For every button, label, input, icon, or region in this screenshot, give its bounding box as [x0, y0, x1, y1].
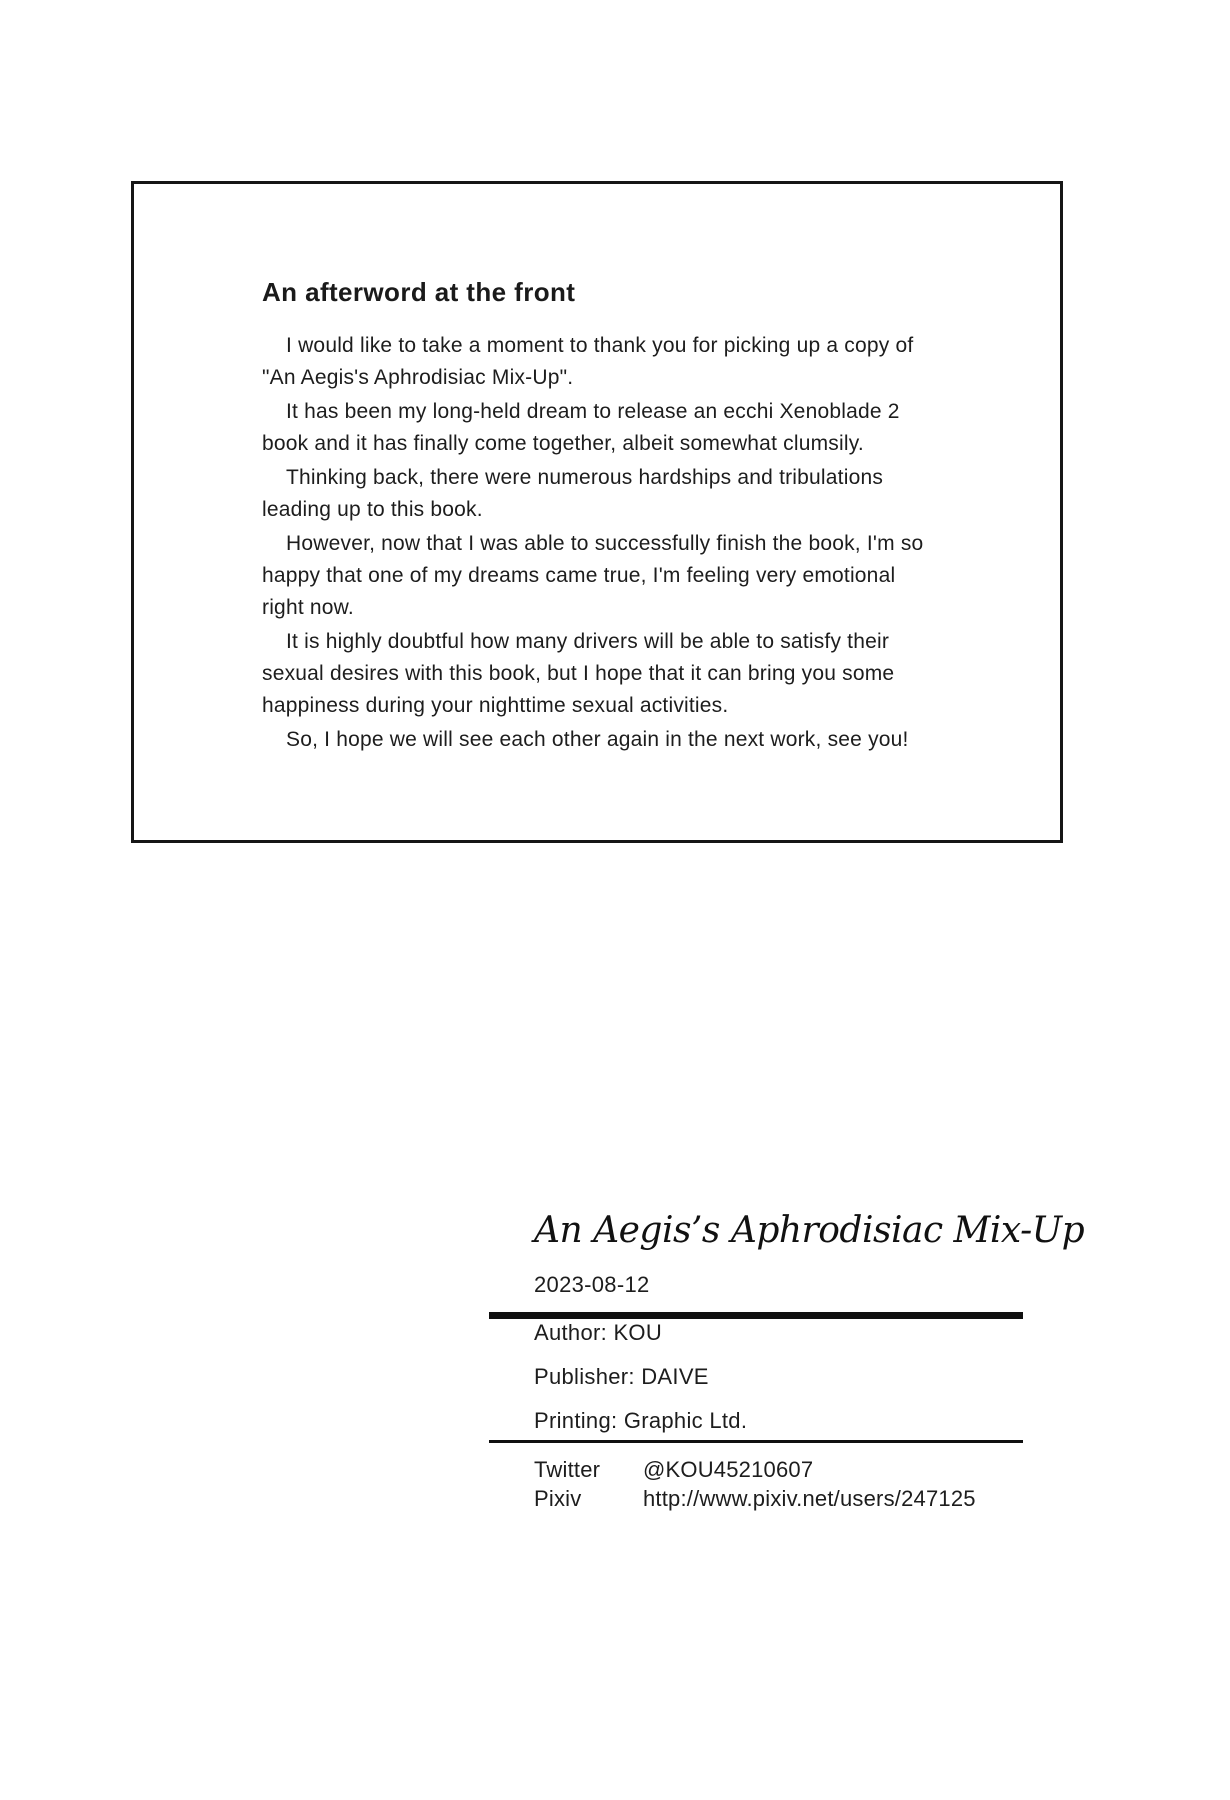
afterword-paragraph: It is highly doubtful how many drivers will be able to satisfy their sexual desires with this book, but I hope that it can bring you some happiness during your nighttime sexual activities. [262, 630, 895, 717]
link-row [534, 1455, 1023, 1484]
credit-line: Publisher: DAIVE [534, 1364, 709, 1389]
afterword-paragraph: Thinking back, there were numerous hardships and tribulations leading up to this book. [262, 466, 884, 521]
colophon-credits [534, 1319, 1023, 1435]
link-label: Pixiv [534, 1486, 582, 1511]
colophon-date: 2023-08-12 [534, 1272, 650, 1297]
divider-thin [489, 1440, 1023, 1443]
afterword-heading: An afterword at the front [262, 277, 576, 307]
link-row [534, 1484, 1023, 1513]
credit-line: Author: KOU [534, 1320, 663, 1345]
afterword-paragraph: It has been my long-held dream to release an ecchi Xenoblade 2 book and it has finally come together, albeit somewhat clumsily. [262, 400, 900, 455]
colophon-title: An Aegis’s Aphrodisiac Mix-Up [534, 1210, 1085, 1251]
link-value: @KOU45210607 [643, 1457, 814, 1482]
afterword-paragraph: I would like to take a moment to thank you for picking up a copy of "An Aegis's Aphrodisiac Mix-Up". [262, 334, 914, 389]
divider-thick [489, 1312, 1023, 1319]
afterword-body [262, 330, 932, 756]
afterword-paragraph: However, now that I was able to successfully finish the book, I'm so happy that one of my dreams came true, I'm feeling very emotional right now. [262, 532, 924, 619]
colophon [489, 1209, 1085, 1513]
link-label: Twitter [534, 1457, 601, 1482]
link-value: http://www.pixiv.net/users/247125 [643, 1486, 976, 1511]
credit-line: Printing: Graphic Ltd. [534, 1408, 748, 1433]
afterword-paragraph: So, I hope we will see each other again in the next work, see you! [286, 728, 909, 751]
afterword-box [131, 181, 1063, 843]
colophon-links [534, 1455, 1023, 1513]
